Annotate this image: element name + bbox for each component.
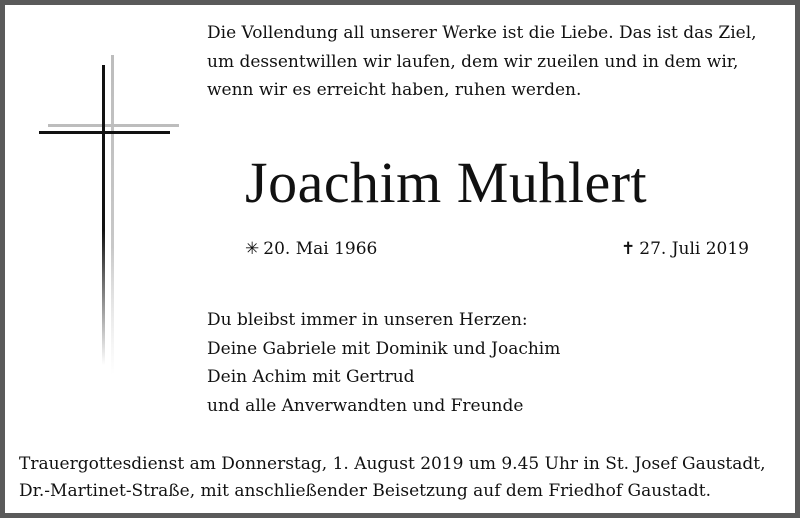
asterisk-icon: ✳	[245, 239, 260, 259]
dagger-icon: ✝	[621, 239, 636, 259]
cross-shadow-vertical	[111, 55, 114, 375]
mourners	[207, 306, 560, 420]
mourners-line: Dein Achim mit Gertrud	[207, 367, 415, 387]
service-line: Trauergottesdienst am Donnerstag, 1. August 2019 um 9.45 Uhr in St. Josef Gaustadt,	[19, 454, 766, 474]
quote	[207, 19, 757, 105]
birth-date	[245, 237, 377, 261]
quote-line: um dessentwillen wir laufen, dem wir zueilen und in dem wir,	[207, 51, 739, 72]
quote-line: Die Vollendung all unserer Werke ist die Liebe. Das ist das Ziel,	[207, 23, 757, 43]
mourners-line: Deine Gabriele mit Dominik und Joachim	[207, 338, 561, 359]
obituary-card	[5, 5, 795, 513]
deceased-name: Joachim Muhlert	[245, 150, 648, 215]
mourners-line: Du bleibst immer in unseren Herzen:	[207, 310, 528, 330]
cross-shadow-horizontal	[48, 124, 179, 127]
birth-date-text: 20. Mai 1966	[263, 239, 378, 259]
service-line: Dr.-Martinet-Straße, mit anschließender Beisetzung auf dem Friedhof Gaustadt.	[19, 481, 712, 501]
death-date-text: 27. Juli 2019	[639, 239, 749, 259]
service-info	[19, 451, 766, 505]
cross-horizontal	[39, 131, 170, 134]
death-date	[621, 237, 749, 261]
cross-vertical	[102, 65, 105, 365]
mourners-line: und alle Anverwandten und Freunde	[207, 395, 524, 416]
quote-line: wenn wir es erreicht haben, ruhen werden.	[207, 80, 582, 100]
